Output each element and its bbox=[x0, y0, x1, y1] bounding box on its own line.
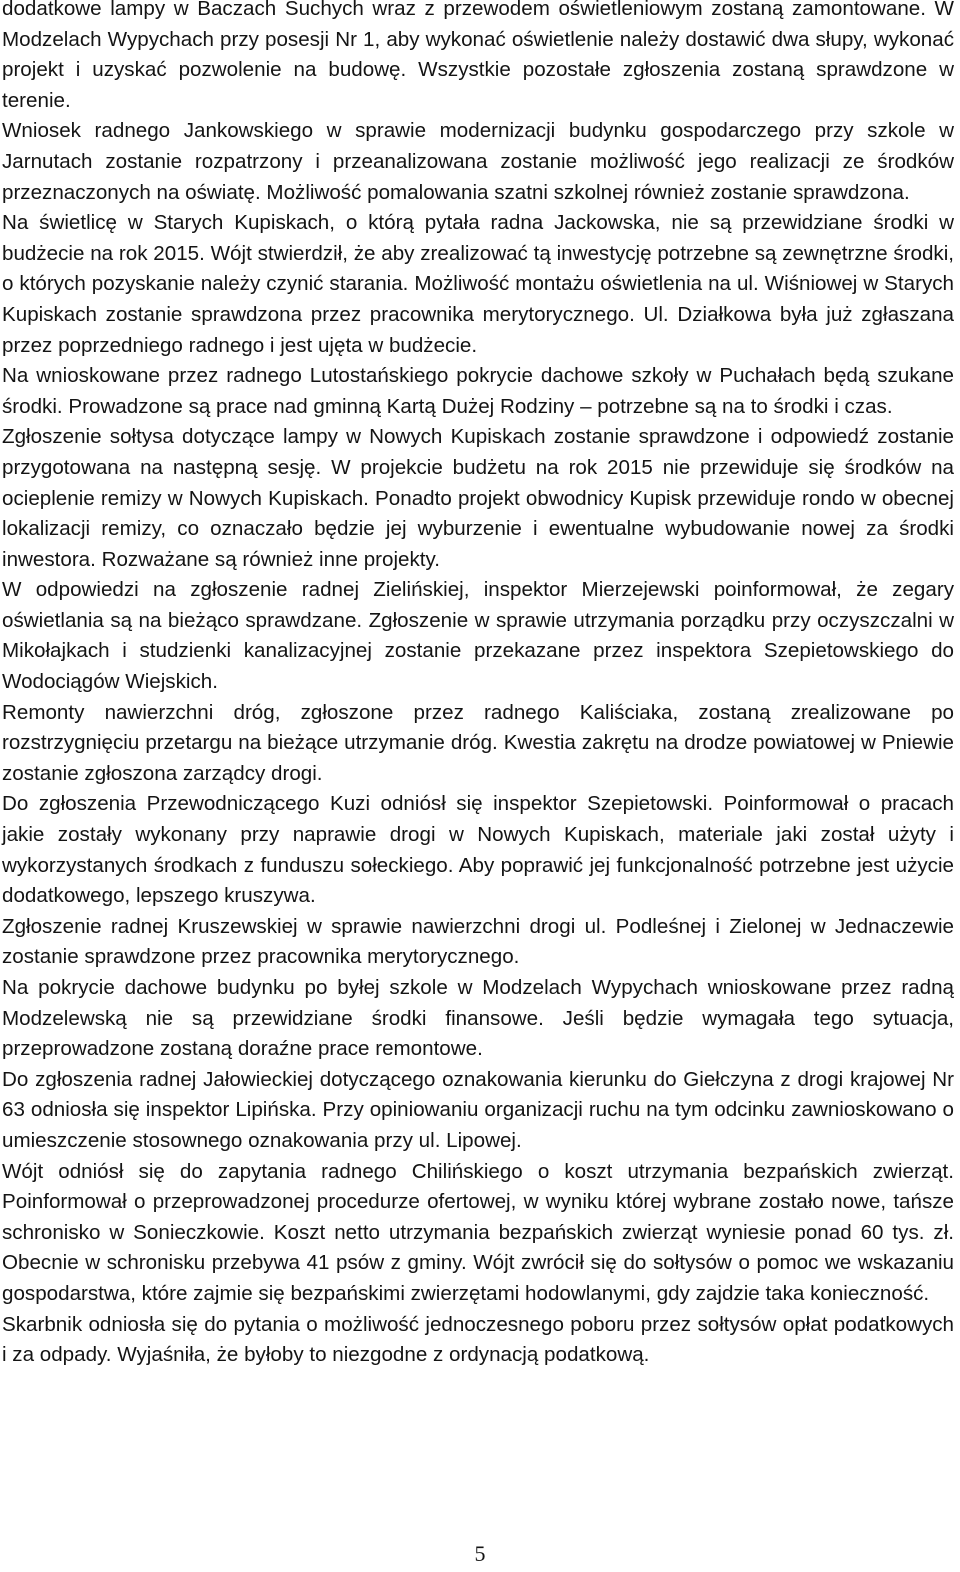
paragraph-puchaly-roof: Na wnioskowane przez radnego Lutostańskiego pokrycie dachowe szkoły w Puchałach będą szukane środki. Prowadzone są prace nad gminną Kartą Dużej Rodziny – potrzebne są na to środki i czas. bbox=[2, 364, 954, 418]
paragraph-treasurer-fees: Skarbnik odniosła się do pytania o możliwość jednoczesnego poboru przez sołtysów opłat podatkowych i za odpady. Wyjaśniła, że byłoby to niezgodne z ordynacją podatkową. bbox=[2, 1312, 954, 1367]
page-number: 5 bbox=[474, 1541, 486, 1566]
paragraph-nowe-kupiski-remiza: Zgłoszenie sołtysa dotyczące lampy w Nowych Kupiskach zostanie sprawdzone i odpowiedź zostanie przygotowana na następną sesję. W projekcie budżetu na rok 2015 nie przewiduje się środków na ocieplenie remizy w Nowych Kupiskach. Ponadto projekt obwodnicy Kupisk przewiduje rondo w obecnej lokalizacji remizy, co oznaczało będzie jej wyburzenie i ewentualne wybudowanie nowej za środki inwestora. Rozważane są również inne projekty. bbox=[2, 425, 954, 571]
paragraph-kuzia-road: Do zgłoszenia Przewodniczącego Kuzi odniósł się inspektor Szepietowski. Poinformował o pracach jakie zostały wykonany przy naprawie drogi w Nowych Kupiskach, materiale jaki został użyty i wykorzystanych środkach z funduszu sołeckiego. Aby poprawić jej funkcjonalność potrzebne jest użycie dodatkowego, lepszego kruszywa. bbox=[2, 792, 954, 908]
paragraph-gielczyn-signage: Do zgłoszenia radnej Jałowieckiej dotyczącego oznakowania kierunku do Giełczyna z drogi krajowej Nr 63 odniosła się inspektor Lipińska. Przy opiniowaniu organizacji ruchu na tym odcinku zawnioskowano o umieszczenie stosownego oznakowania przy ul. Lipowej. bbox=[2, 1067, 954, 1152]
paragraph-swietlica-kupiski: Na świetlicę w Starych Kupiskach, o którą pytała radna Jackowska, nie są przewidziane środki w budżecie na rok 2015. Wójt stwierdził, że aby zrealizować tą inwestycję potrzebne są zewnętrzne środki, o których pozyskanie należy czynić starania. Możliwość montażu oświetlenia na ul. Wiśniowej w Starych Kupiskach zostanie sprawdzona przez pracownika merytorycznego. Ul. Działkowa była już zgłaszana przez poprzedniego radnego i jest ujęta w budżecie. bbox=[2, 211, 954, 357]
document-body bbox=[2, 0, 954, 1371]
paragraph-road-repairs: Remonty nawierzchni dróg, zgłoszone przez radnego Kaliściaka, zostaną zrealizowane po rozstrzygnięciu przetargu na bieżące utrzymanie dróg. Kwestia zakrętu na drodze powiatowej w Pniewie zostanie zgłoszona zarządcy drogi. bbox=[2, 700, 954, 785]
paragraph-jankowski-jarnuty: Wniosek radnego Jankowskiego w sprawie modernizacji budynku gospodarczego przy szkole w Jarnutach zostanie rozpatrzony i przeanalizowana zostanie możliwość jego realizacji ze środków przeznaczonych na oświatę. Możliwość pomalowania szatni szkolnej również zostanie sprawdzona. bbox=[2, 119, 954, 204]
paragraph-stray-animals: Wójt odniósł się do zapytania radnego Chilińskiego o koszt utrzymania bezpańskich zwierząt. Poinformował o przeprowadzonej procedurze ofertowej, w wyniku której wybrane zostało nowe, tańsze schronisko w Sonieczkowie. Koszt netto utrzymania bezpańskich zwierząt wyniesie ponad 60 tys. zł. Obecnie w schronisku przebywa 41 psów z gminy. Wójt zwrócił się do sołtysów o pomoc we wskazaniu gospodarstwa, które zajmie się bezpańskimi zwierzętami hodowlanymi, gdy zajdzie taka konieczność. bbox=[2, 1159, 954, 1305]
paragraph-kruszewska-road: Zgłoszenie radnej Kruszewskiej w sprawie nawierzchni drogi ul. Podleśnej i Zielonej w Jednaczewie zostanie sprawdzone przez pracownika merytorycznego. bbox=[2, 914, 954, 969]
paragraph-lighting-baczach: dodatkowe lampy w Baczach Suchych wraz z przewodem oświetleniowym zostaną zamontowane. W Modzelach Wypychach przy posesji Nr 1, aby wykonać oświetlenie należy dostawić dwa słupy, wykonać projekt i uzyskać pozwolenie na budowę. Wszystkie pozostałe zgłoszenia zostaną sprawdzone w terenie. bbox=[2, 0, 954, 112]
paragraph-zielinska-lighting: W odpowiedzi na zgłoszenie radnej Zielińskiej, inspektor Mierzejewski poinformował, że zegary oświetlania są na bieżąco sprawdzane. Zgłoszenie w sprawie utrzymania porządku przy oczyszczalni w Mikołajkach i studzienki kanalizacyjnej zostanie przekazane przez inspektora Szepietowskiego do Wodociągów Wiejskich. bbox=[2, 578, 954, 694]
paragraph-modzele-roof: Na pokrycie dachowe budynku po byłej szkole w Modzelach Wypychach wnioskowane przez radną Modzelewską nie są przewidziane środki finansowe. Jeśli będzie wymagała tego sytuacja, przeprowadzone zostaną doraźne prace remontowe. bbox=[2, 976, 954, 1061]
